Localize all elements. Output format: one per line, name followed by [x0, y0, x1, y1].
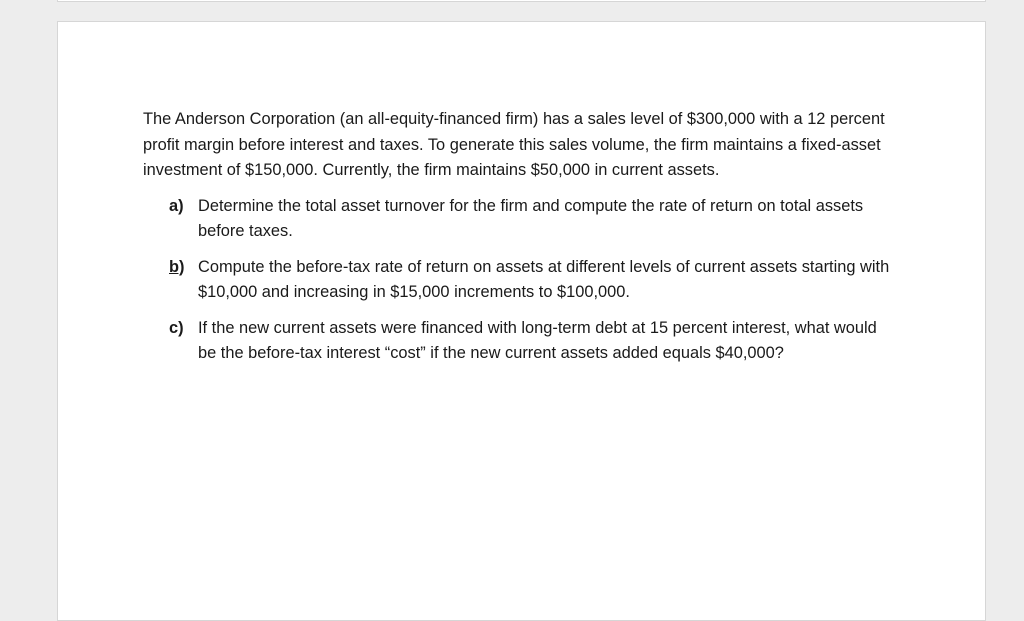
problem-body — [143, 107, 903, 377]
question-b-text: Compute the before-tax rate of return on assets at different levels of current assets starting with $10,000 and increasing in $15,000 increments to $100,000. — [198, 257, 890, 301]
question-list — [143, 194, 903, 367]
question-c-text: If the new current assets were financed with long-term debt at 15 percent interest, what would be the before-tax interest “cost” if the new current assets added equals $40,000? — [198, 318, 877, 362]
question-a — [169, 194, 903, 245]
document-page — [57, 21, 986, 621]
question-b — [169, 255, 903, 306]
question-c — [169, 316, 903, 367]
problem-intro: The Anderson Corporation (an all-equity-financed firm) has a sales level of $300,000 with a 12 percent profit margin before interest and taxes. To generate this sales volume, the firm maintains a fixed-asset investment of $150,000. Currently, the firm maintains $50,000 in current assets. — [143, 110, 885, 179]
question-a-text: Determine the total asset turnover for the firm and compute the rate of return on total assets before taxes. — [198, 196, 864, 240]
question-a-marker: a) — [169, 196, 184, 215]
question-c-marker: c) — [169, 318, 184, 337]
previous-page-edge — [57, 0, 986, 2]
question-b-marker: b) — [169, 257, 185, 276]
